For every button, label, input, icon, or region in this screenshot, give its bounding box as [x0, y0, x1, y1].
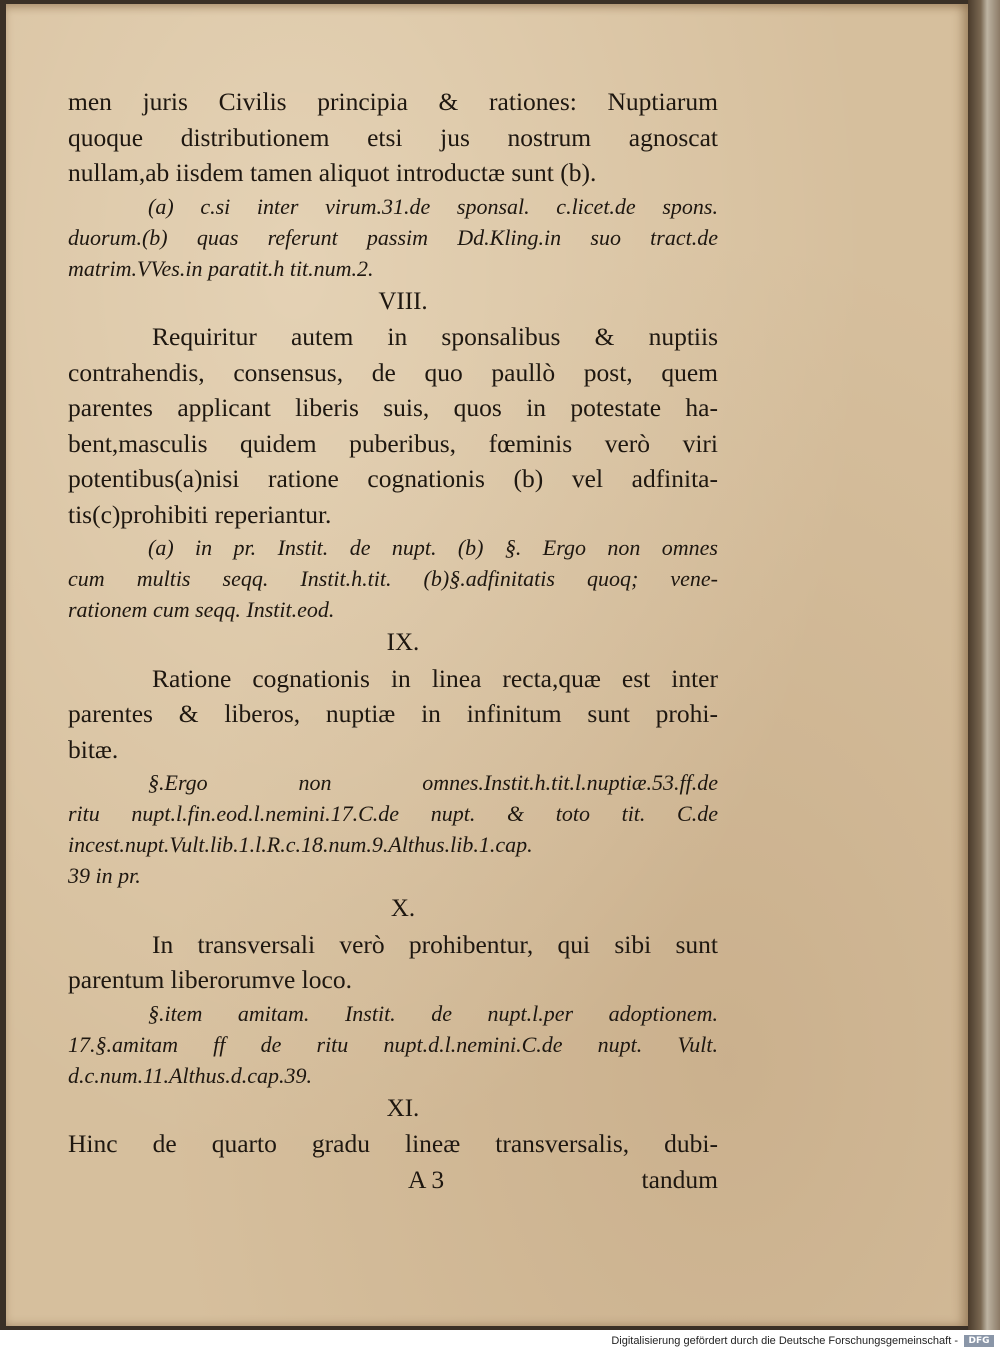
dfg-logo: DFG [964, 1335, 994, 1347]
text-line: men juris Civilis principia & rationes: Nuptiarum [68, 87, 718, 116]
text-line: bent,masculis quidem puberibus, fœminis verò viri [68, 428, 718, 458]
text-line: bitæ. [68, 734, 119, 764]
text-line: Requiritur autem in sponsalibus & nuptiis [152, 322, 718, 351]
text-line: parentum liberorumve loco. [68, 965, 352, 994]
footnote-line: 17.§.amitam ff de ritu nupt.d.l.nemini.C.de nupt. Vult. [68, 1031, 718, 1057]
text-line: parentes & liberos, nuptiæ in infinitum sunt prohi- [68, 699, 718, 728]
footnote-line: 39 in pr. [68, 863, 141, 888]
footnote-line: duorum.(b) quas referunt passim Dd.Kling.in suo tract.de [68, 224, 718, 250]
text-line: contrahendis, consensus, de quo paullò post, quem [68, 357, 718, 387]
catchword: tandum [641, 1164, 718, 1194]
section-heading-x: X. [390, 895, 416, 922]
footnote-line: d.c.num.11.Althus.d.cap.39. [68, 1062, 313, 1088]
text-line: quoque distributionem etsi jus nostrum agnoscat [68, 122, 718, 152]
signature-mark: A 3 [408, 1164, 445, 1194]
page-footer [68, 1162, 718, 1198]
text-line: tis(c)prohibiti reperiantur. [68, 499, 332, 529]
footnote-line: (a) c.si inter virum.31.de sponsal. c.licet.de spons. [148, 193, 718, 219]
footnote-line: (a) in pr. Instit. de nupt. (b) §. Ergo non omnes [148, 535, 718, 560]
footnote-line: §.item amitam. Instit. de nupt.l.per adoptionem. [148, 1000, 718, 1026]
footnote-line: cum multis seqq. Instit.h.tit. (b)§.adfinitatis quoq; vene- [68, 566, 718, 591]
footnote-line: ritu nupt.l.fin.eod.l.nemini.17.C.de nupt. & toto tit. C.de [68, 801, 718, 826]
text-line: Ratione cognationis in linea recta,quæ est inter [152, 663, 718, 693]
text-line: In transversali verò prohibentur, qui sibi sunt [152, 929, 718, 959]
text-line: potentibus(a)nisi ratione cognationis (b) vel adfinita- [68, 464, 718, 493]
text-line: nullam,ab iisdem tamen aliquot introductæ sunt (b). [68, 158, 597, 187]
section-heading-ix: IX. [386, 629, 420, 656]
book-edge [968, 0, 1000, 1330]
footnote-line: §.Ergo non omnes.Instit.h.tit.l.nuptiæ.53.ff.de [148, 770, 718, 795]
footnote-line: matrim.VVes.in paratit.h tit.num.2. [68, 255, 374, 281]
section-heading-viii: VIII. [378, 287, 428, 315]
text-line: parentes applicant liberis suis, quos in potestate ha- [68, 393, 718, 422]
page-text [68, 84, 718, 1197]
footnote-line: rationem cum seqq. Instit.eod. [68, 597, 335, 622]
paper-page [6, 4, 968, 1326]
digitization-credit [0, 1330, 1000, 1353]
credit-text: Digitalisierung gefördert durch die Deutsche Forschungsgemeinschaft - [611, 1335, 958, 1347]
section-heading-xi: XI. [386, 1094, 420, 1122]
footnote-line: incest.nupt.Vult.lib.1.l.R.c.18.num.9.Althus.lib.1.cap. [68, 832, 533, 857]
text-line: Hinc de quarto gradu lineæ transversalis, dubi- [68, 1129, 718, 1158]
